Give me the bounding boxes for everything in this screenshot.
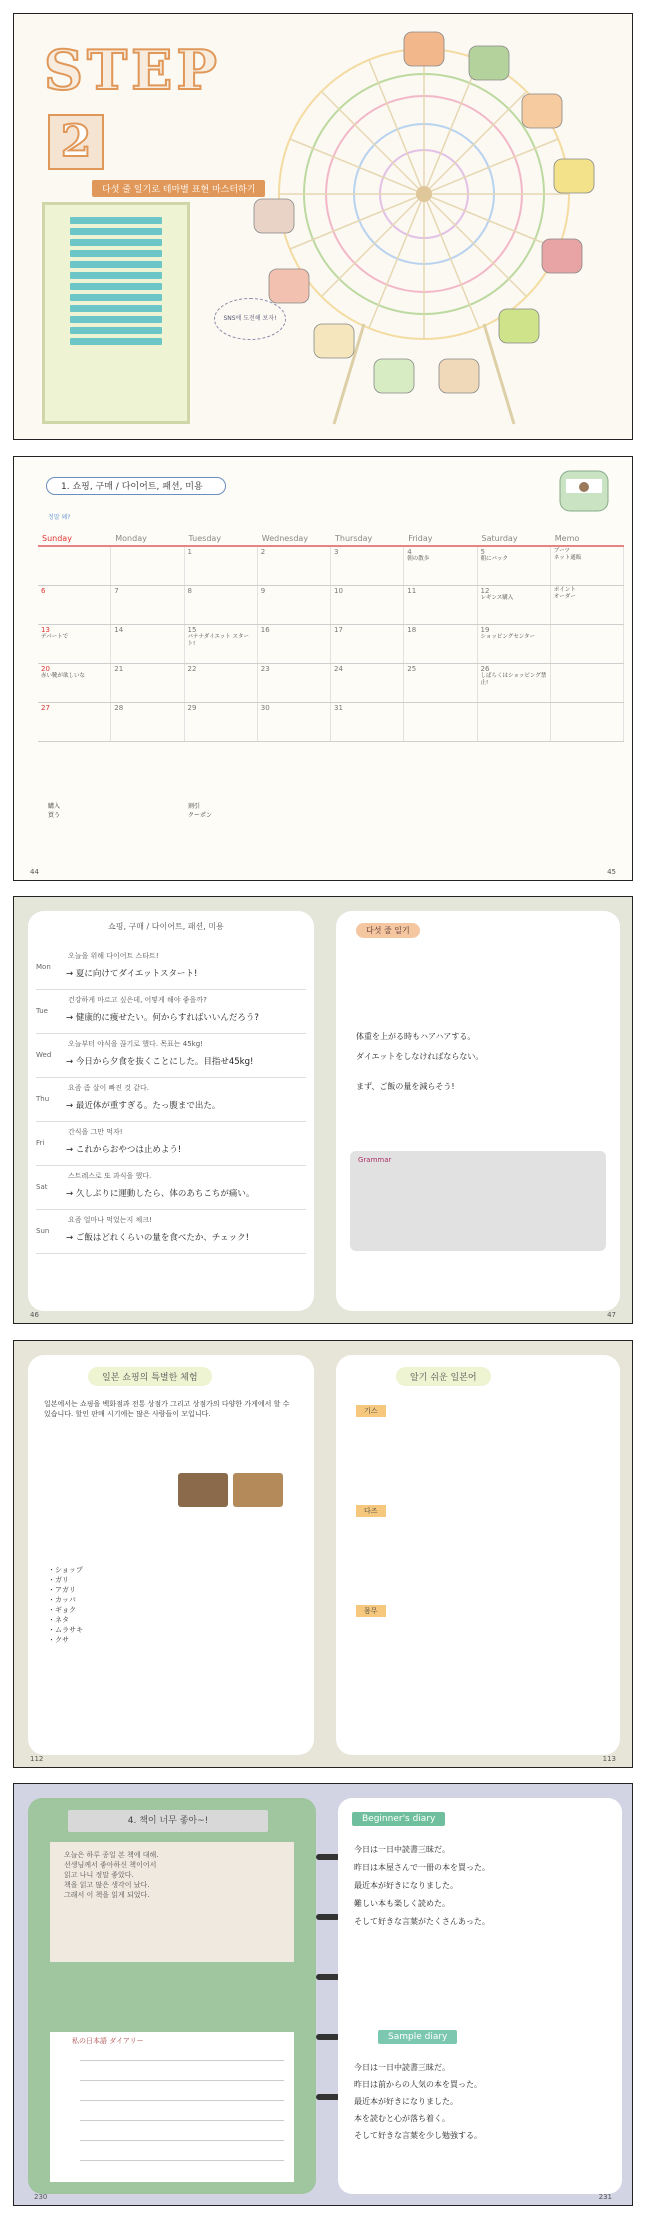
day-cell: 19 ショッピングセンター (478, 625, 551, 663)
sns-stamp: SNS에 도전해 보자! (214, 298, 286, 340)
sample-lines: 今日は一日中読書三昧だ。 昨日は前からの人気の本を買った。 最近本が好きになりました。 本を読むと心が落ち着く。 そして好きな言葉を少し勉強する。 (354, 2063, 482, 2140)
week-row (38, 664, 624, 703)
day-cell: 27 (38, 703, 111, 741)
day-row: Fri 간식을 그만 먹자! → これからおやつは止めよう! (36, 1123, 306, 1166)
day-cell: 23 (258, 664, 331, 702)
topic-bar (70, 283, 162, 290)
page-number-left: 46 (30, 1311, 39, 1319)
sample-label: Sample diary (378, 2030, 457, 2044)
korean-text: 오늘은 하루 종일 본 책에 대해. 선생님께서 좋아하신 책이어서 읽고 나니 정말 좋았다. 책을 읽고 많은 생각이 났다. 그래서 이 책을 읽게 되었다. (64, 1851, 159, 1899)
day-cell (404, 703, 477, 741)
day-cell: 26 しばらくはショッピング禁止! (478, 664, 551, 702)
day-cell: 21 (111, 664, 184, 702)
calendar-note: 정말 왜? (48, 514, 71, 521)
diary-notebook-panel (13, 1783, 633, 2206)
binder-ring (316, 1914, 340, 1920)
topic-bar (70, 250, 162, 257)
topic-bar (70, 272, 162, 279)
grammar-box (350, 1151, 606, 1251)
step-subtitle: 다섯 줄 일기로 테마별 표현 마스터하기 (92, 180, 265, 197)
day-row: Thu 요즘 좀 살이 빠진 것 같다. → 最近体が重すぎる。たっ腹まで出た。 (36, 1079, 306, 1122)
memo-cell (551, 703, 624, 741)
calendar-panel (13, 456, 633, 881)
diary-topic-title: 4. 책이 너무 좋아~! (68, 1810, 268, 1832)
five-line-page (336, 911, 620, 1311)
day-cell: 16 (258, 625, 331, 663)
term-tag: 기스 (356, 1405, 386, 1417)
day-cell: 4 朝の散歩 (404, 547, 477, 585)
sushi-photo (233, 1473, 283, 1507)
grammar-box-title: Grammar (358, 1156, 392, 1164)
day-cell: 30 (258, 703, 331, 741)
diary-left-page (28, 1798, 316, 2194)
memo-cell: ブーツ ネット通販 (551, 547, 624, 585)
day-cell: 15 バナナダイエット スタート! (185, 625, 258, 663)
binder-ring (316, 2034, 340, 2040)
topic-bar (70, 338, 162, 345)
day-cell: 17 (331, 625, 404, 663)
weekday-header (38, 532, 624, 547)
step-cover-panel (13, 13, 633, 440)
day-cell: 28 (111, 703, 184, 741)
topic-bar (70, 261, 162, 268)
day-cell: 13 デパートで (38, 625, 111, 663)
topic-board (42, 202, 190, 424)
page-number-right: 113 (602, 1755, 616, 1763)
page-number-left: 112 (30, 1755, 44, 1763)
topic-bar (70, 294, 162, 301)
day-cell: 3 (331, 547, 404, 585)
day-cell: 31 (331, 703, 404, 741)
memo-cell (551, 664, 624, 702)
weekly-page (28, 911, 314, 1311)
day-cell: 20 赤い靴が欲しいな (38, 664, 111, 702)
weekday-label: Friday (408, 534, 433, 543)
culture-body: 일본에서는 쇼핑을 백화점과 전통 상점가 그리고 상점가의 다양한 가게에서 할 수 있습니다. 할인 판매 시기에는 많은 사람들이 모입니다. (44, 1400, 290, 1418)
diary-line: ダイエットをしなければならない。 (356, 1052, 484, 1061)
day-cell (38, 547, 111, 585)
memo-cell (551, 625, 624, 663)
vocab-mid (188, 802, 358, 820)
week-row (38, 586, 624, 625)
weekly-header: 쇼핑, 구매 / 다이어트, 패션, 미용 (108, 922, 224, 931)
sushi-photo (178, 1473, 228, 1507)
day-cell (111, 547, 184, 585)
day-cell: 29 (185, 703, 258, 741)
day-cell: 24 (331, 664, 404, 702)
page-number-left: 44 (30, 868, 39, 876)
calendar-grid (38, 532, 624, 742)
beginner-lines: 今日は一日中読書三昧だ。 昨日は本屋さんで一冊の本を買った。 最近本が好きになりました。 難しい本も楽しく読めた。 そして好きな言葉がたくさんあった。 (354, 1845, 490, 1926)
day-cell: 22 (185, 664, 258, 702)
culture-right-page (336, 1355, 620, 1755)
term-tag: 다즈 (356, 1505, 386, 1517)
weekday-label: Memo (554, 534, 580, 543)
day-cell: 12 レギンス購入 (478, 586, 551, 624)
day-row: Sun 요즘 얼마나 먹었는지 체크! → ご飯はどれくらいの量を食べたか、チェック! (36, 1211, 306, 1254)
culture-right-title: 알기 쉬운 일본어 (396, 1367, 491, 1386)
topic-bar (70, 239, 162, 246)
calendar-title: 1. 쇼핑, 구매 / 다이어트, 패션, 미용 (46, 477, 226, 495)
day-cell: 10 (331, 586, 404, 624)
topic-bar (70, 305, 162, 312)
culture-left-title: 일본 쇼핑의 특별한 체험 (88, 1367, 212, 1386)
diary-right-page (338, 1798, 622, 2194)
page-number-right: 47 (607, 1311, 616, 1319)
culture-panel (13, 1340, 633, 1768)
weekday-label: Tuesday (188, 534, 222, 543)
vocab-item: 割引 (188, 803, 201, 810)
culture-left-page (28, 1355, 314, 1755)
beginner-label: Beginner's diary (352, 1812, 445, 1826)
day-cell: 5 朝にバック (478, 547, 551, 585)
binder-ring (316, 1974, 340, 1980)
day-cell: 9 (258, 586, 331, 624)
term-list: ・ショップ ・ガリ ・アガリ ・カッパ ・ギョク ・ネタ ・ムラサキ ・クサ (48, 1566, 83, 1644)
topic-bar (70, 228, 162, 235)
vocab-item: クーポン (188, 812, 213, 819)
term-tag: 몸무 (356, 1605, 386, 1617)
topic-bar (70, 217, 162, 224)
day-cell: 11 (404, 586, 477, 624)
vocab-box (38, 802, 624, 852)
day-cell: 14 (111, 625, 184, 663)
weekday-label: Saturday (481, 534, 518, 543)
day-cell: 8 (185, 586, 258, 624)
page-number-right: 45 (607, 868, 616, 876)
diary-line: 体重を上がる時もハアハアする。 (356, 1032, 476, 1041)
korean-text-box (50, 1842, 294, 1962)
topic-bar (70, 327, 162, 334)
vocab-item: 購入 (48, 803, 61, 810)
day-cell (478, 703, 551, 741)
day-row: Tue 건강하게 마르고 싶은데, 어떻게 해야 좋을까? → 健康的に痩せたい。何からすればいいんだろう? (36, 991, 306, 1034)
weekday-label: Wednesday (261, 534, 309, 543)
weekday-label: Sunday (42, 534, 72, 543)
five-line-title: 다섯 줄 일기 (356, 923, 420, 938)
page-number-left: 230 (34, 2193, 48, 2201)
binder-ring (316, 2094, 340, 2100)
day-row: Wed 오늘부터 야식을 끊기로 했다. 목표는 45kg! → 今日から夕食を抜くことにした。目指せ45kg! (36, 1035, 306, 1078)
page-number-right: 231 (598, 2193, 612, 2201)
vocab-item: 買う (48, 812, 61, 819)
weekday-label: Monday (115, 534, 147, 543)
step-title: STEP (44, 38, 221, 102)
day-cell: 2 (258, 547, 331, 585)
diary-line: まず、ご飯の量を減らそう! (356, 1082, 455, 1091)
week-row (38, 547, 624, 586)
step-number: 2 (48, 114, 104, 170)
day-cell: 6 (38, 586, 111, 624)
day-cell: 25 (404, 664, 477, 702)
weekday-label: Thursday (335, 534, 373, 543)
day-cell: 7 (111, 586, 184, 624)
week-row (38, 625, 624, 664)
diary-label: 私の日本語 ダイアリー (72, 2037, 144, 2045)
binder-ring (316, 1854, 340, 1860)
gondola-icon (554, 463, 614, 515)
day-cell: 18 (404, 625, 477, 663)
weekly-diary-panel (13, 896, 633, 1324)
ferris-wheel-illustration (214, 24, 633, 434)
diary-writing-area[interactable] (50, 2032, 294, 2182)
memo-cell: ポイント オーダー (551, 586, 624, 624)
week-row (38, 703, 624, 742)
topic-bar (70, 316, 162, 323)
day-row: Mon 오늘을 위해 다이어트 스타트! → 夏に向けてダイエットスタート! (36, 947, 306, 990)
day-row: Sat 스트레스로 또 과식을 했다. → 久しぶりに運動したら、体のあちこちが痛い。 (36, 1167, 306, 1210)
day-cell: 1 (185, 547, 258, 585)
